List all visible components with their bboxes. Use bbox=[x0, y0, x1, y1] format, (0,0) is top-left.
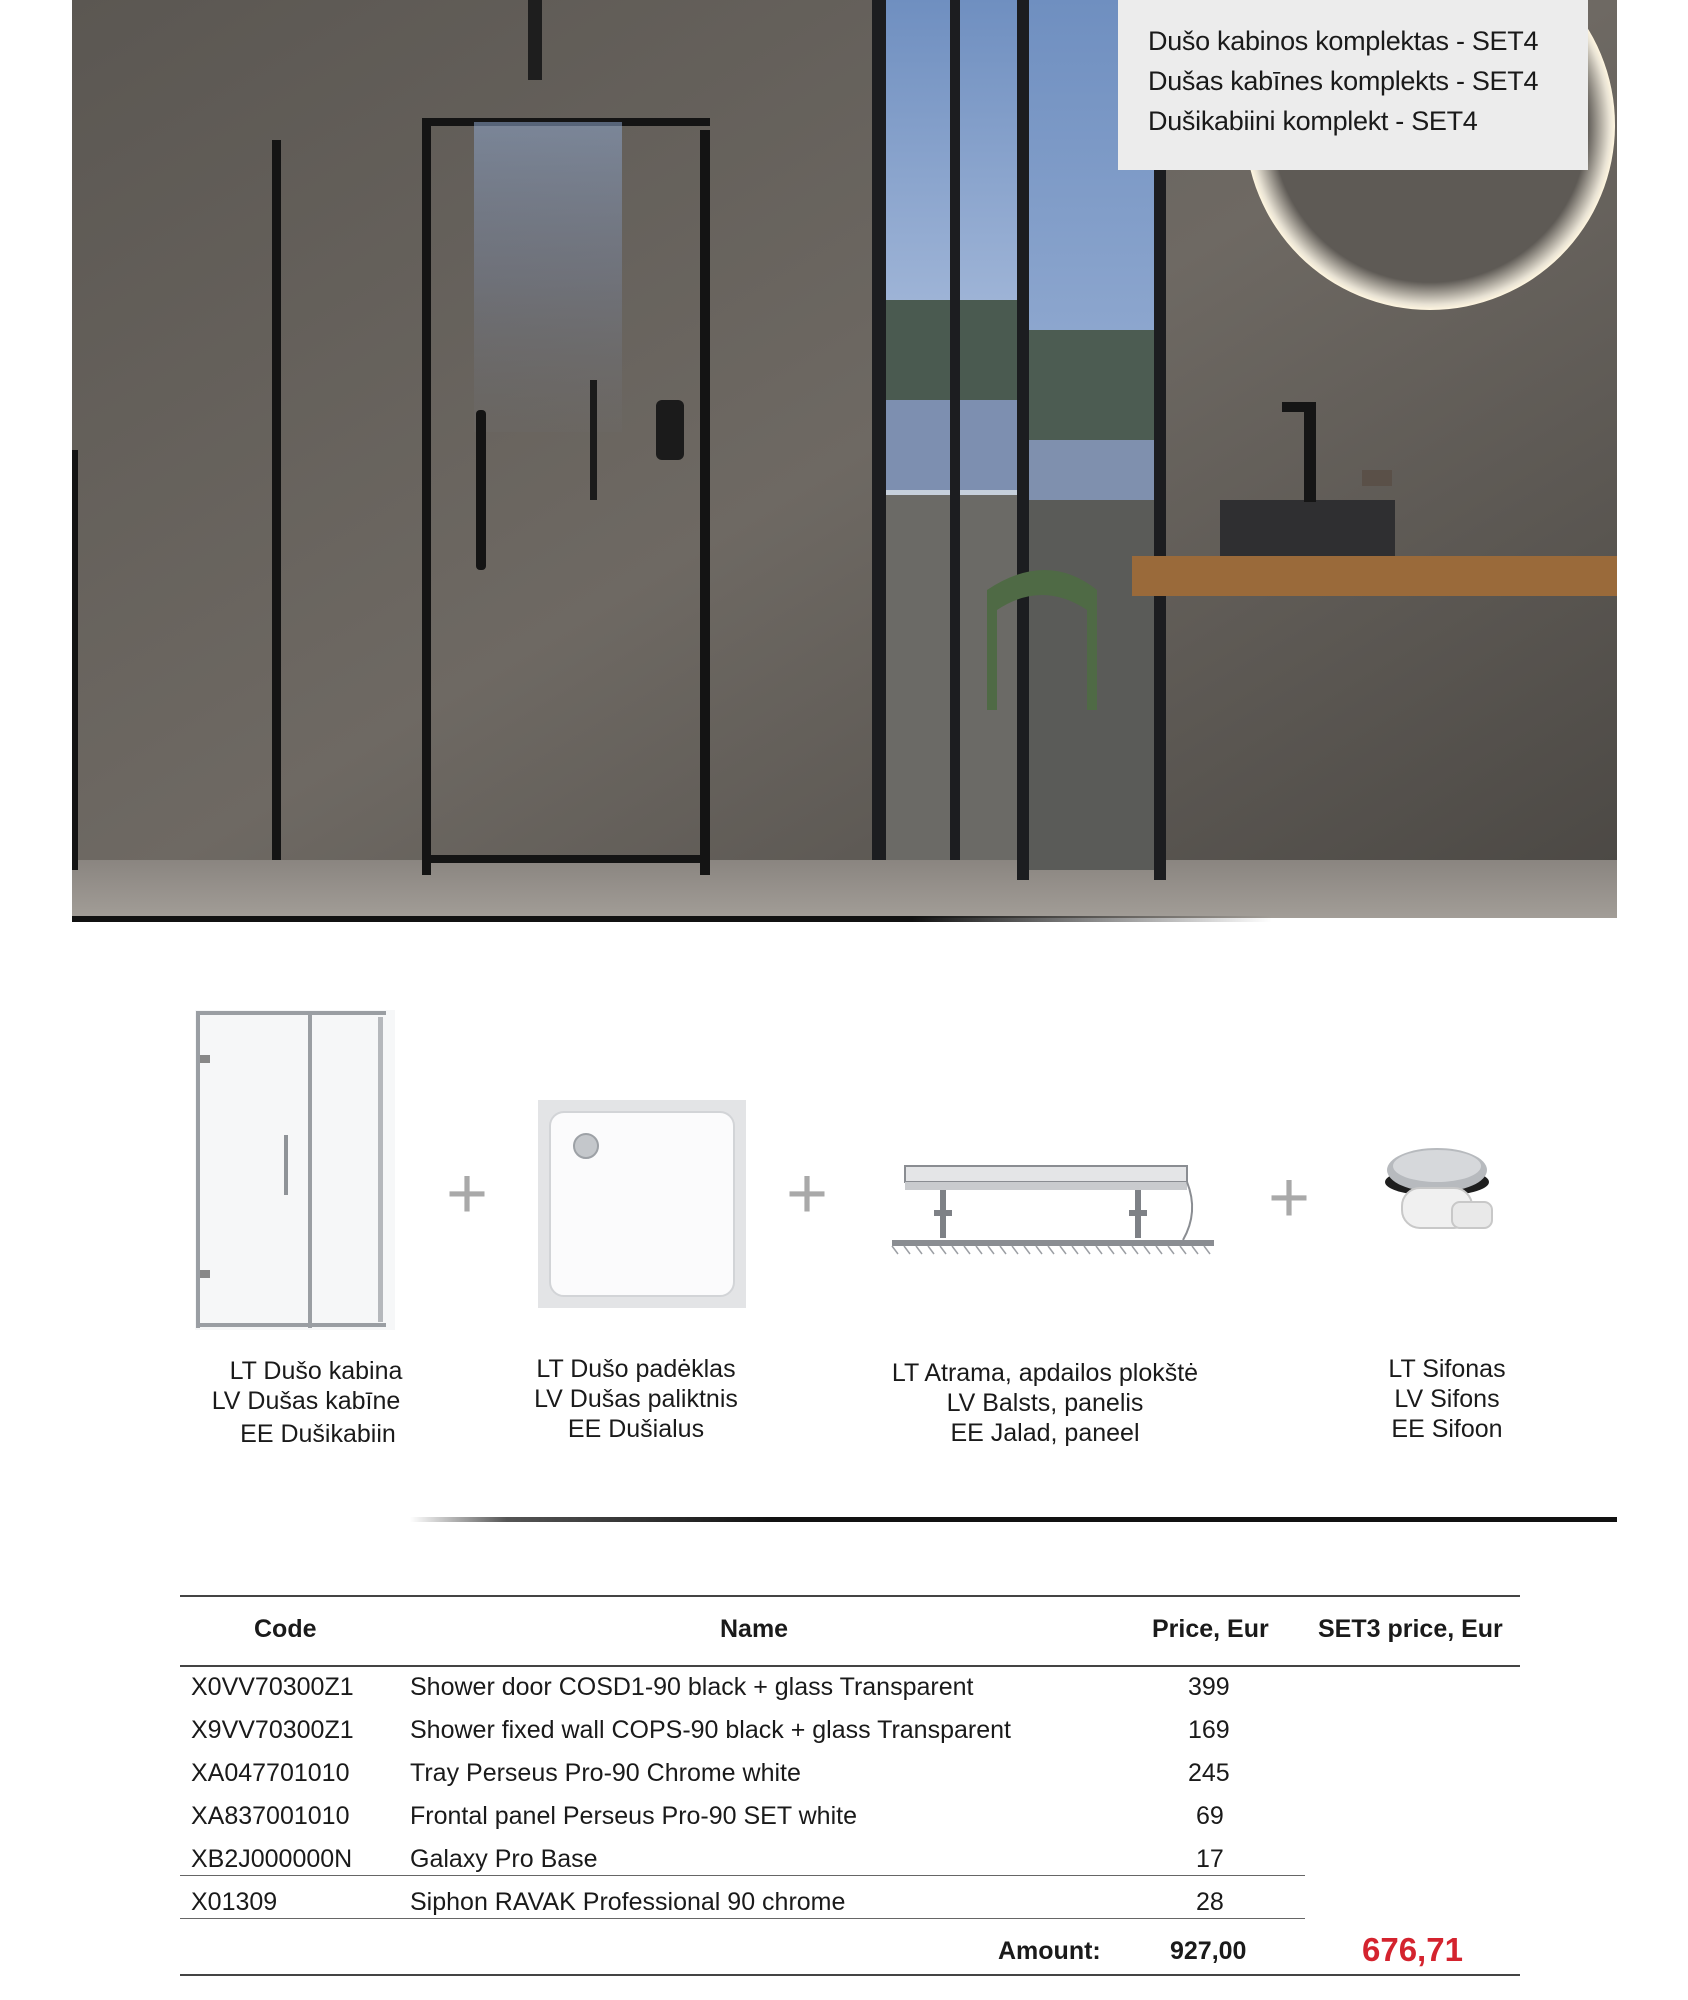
caption-lt: LT Atrama, apdailos plokštė bbox=[891, 1359, 1199, 1387]
caption-shower-tray bbox=[516, 1354, 756, 1444]
caption-ee: EE Dušialus bbox=[567, 1415, 705, 1443]
caption-ee: EE Jalad, paneel bbox=[950, 1419, 1140, 1447]
header-name: Name bbox=[720, 1615, 789, 1643]
set-title-ee: Dušikabiini komplekt - SET4 bbox=[1148, 106, 1478, 136]
section-divider-line bbox=[410, 1517, 1617, 1522]
caption-lt: LT Dušo padėklas bbox=[536, 1355, 736, 1383]
plus-icon: + bbox=[1268, 1158, 1311, 1238]
row-price: 28 bbox=[1196, 1888, 1224, 1916]
siphon-image bbox=[1382, 1140, 1502, 1265]
row-name: Frontal panel Perseus Pro-90 SET white bbox=[410, 1802, 857, 1830]
set-price-value: 676,71 bbox=[1362, 1931, 1463, 1968]
header-set-price: SET3 price, Eur bbox=[1318, 1615, 1503, 1643]
caption-lt: LT Dušo kabina bbox=[229, 1357, 403, 1385]
header-code: Code bbox=[254, 1615, 317, 1643]
row-price: 169 bbox=[1188, 1716, 1230, 1744]
caption-lv: LV Dušas paliktnis bbox=[534, 1385, 738, 1413]
set-title-box bbox=[1118, 0, 1588, 170]
row-divider bbox=[180, 1918, 1305, 1919]
table-header-border bbox=[180, 1665, 1520, 1667]
caption-ee: EE Dušikabiin bbox=[240, 1420, 396, 1448]
plus-icon: + bbox=[446, 1154, 489, 1234]
shower-tray-image bbox=[538, 1100, 748, 1315]
row-code: X01309 bbox=[191, 1888, 278, 1916]
amount-value: 927,00 bbox=[1170, 1937, 1247, 1965]
row-code: XA047701010 bbox=[191, 1759, 350, 1787]
row-code: X0VV70300Z1 bbox=[191, 1673, 354, 1701]
set-title-lv: Dušas kabīnes komplekts - SET4 bbox=[1148, 66, 1539, 96]
caption-support-panel bbox=[870, 1358, 1220, 1448]
shower-cabin-image bbox=[190, 1005, 400, 1340]
row-name: Tray Perseus Pro-90 Chrome white bbox=[410, 1759, 801, 1787]
row-name: Shower fixed wall COPS-90 black + glass Transparent bbox=[410, 1716, 1011, 1744]
caption-siphon bbox=[1362, 1354, 1532, 1444]
hero-divider-line bbox=[72, 916, 1272, 922]
caption-lt: LT Sifonas bbox=[1388, 1355, 1506, 1383]
amount-label: Amount: bbox=[998, 1937, 1101, 1965]
plus-icon: + bbox=[786, 1154, 829, 1234]
caption-lv: LV Balsts, panelis bbox=[946, 1389, 1144, 1417]
row-name: Siphon RAVAK Professional 90 chrome bbox=[410, 1888, 846, 1916]
row-price: 17 bbox=[1196, 1845, 1224, 1873]
row-price: 69 bbox=[1196, 1802, 1224, 1830]
caption-lv: LV Sifons bbox=[1394, 1385, 1500, 1413]
row-divider bbox=[180, 1875, 1305, 1876]
row-code: XB2J000000N bbox=[191, 1845, 353, 1873]
row-price: 399 bbox=[1188, 1673, 1230, 1701]
caption-shower-cabin bbox=[196, 1356, 416, 1446]
caption-lv: LV Dušas kabīne bbox=[211, 1387, 401, 1415]
row-code: X9VV70300Z1 bbox=[191, 1716, 354, 1744]
row-code: XA837001010 bbox=[191, 1802, 350, 1830]
table-top-border bbox=[180, 1595, 1520, 1597]
row-name: Shower door COSD1-90 black + glass Transparent bbox=[410, 1673, 974, 1701]
support-panel-image bbox=[890, 1160, 1220, 1265]
caption-ee: EE Sifoon bbox=[1391, 1415, 1503, 1443]
header-price: Price, Eur bbox=[1152, 1615, 1269, 1643]
set-title-lt: Dušo kabinos komplektas - SET4 bbox=[1148, 26, 1539, 56]
row-name: Galaxy Pro Base bbox=[410, 1845, 598, 1873]
table-bottom-border bbox=[180, 1974, 1520, 1976]
row-price: 245 bbox=[1188, 1759, 1230, 1787]
